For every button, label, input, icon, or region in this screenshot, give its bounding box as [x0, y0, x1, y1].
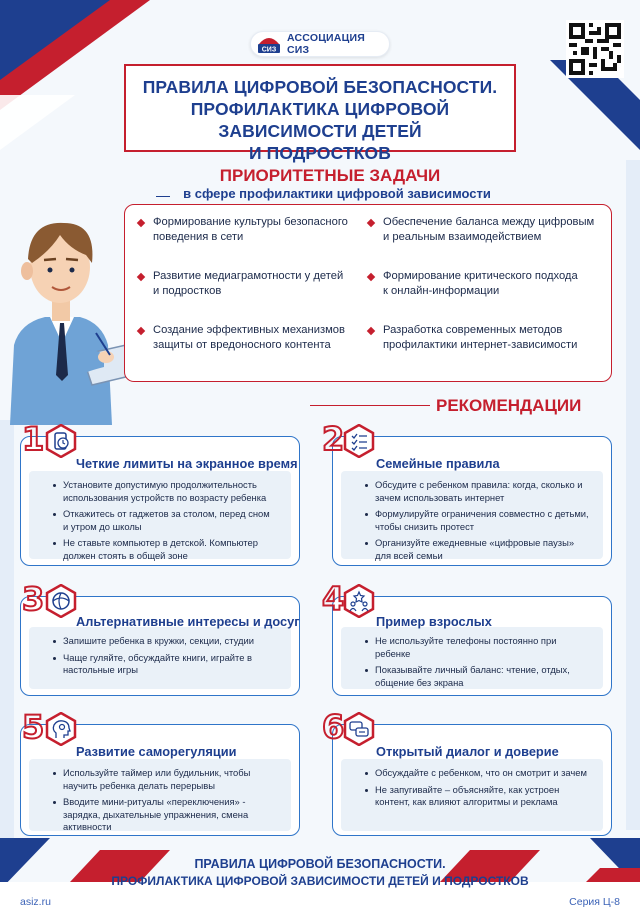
title-line-1: ПРАВИЛА ЦИФРОВОЙ БЕЗОПАСНОСТИ.: [142, 77, 498, 97]
priority-line: и реальным взаимодействием: [383, 231, 542, 243]
priority-line: Формирование культуры безопасного: [153, 216, 348, 228]
clock-phone-icon: [44, 424, 78, 458]
card-title: Альтернативные интересы и досуг: [76, 614, 300, 629]
head-gear-icon: [44, 712, 78, 746]
bullet-item: Показывайте личный баланс: чтение, отдых, общение без экрана: [375, 664, 589, 689]
checklist-icon: [342, 424, 376, 458]
subtitle-divider: [156, 196, 170, 197]
recommendations-title: РЕКОМЕНДАЦИИ: [436, 396, 582, 415]
bullet-item: Откажитесь от гаджетов за столом, перед сном и утром до школы: [63, 508, 277, 533]
bullet-item: Организуйте ежедневные «цифровые паузы» для всей семьи: [375, 537, 589, 562]
bullet-item: Используйте таймер или будильник, чтобы научить ребенка делать перерывы: [63, 767, 277, 792]
bullet-list: [375, 479, 589, 566]
priority-item: [153, 215, 363, 245]
priority-item: [383, 323, 609, 353]
card-title: Открытый диалог и доверие: [376, 744, 559, 759]
recommendations-divider: [310, 405, 430, 406]
card-number: 6: [322, 708, 345, 746]
priority-line: к онлайн-информации: [383, 285, 500, 297]
bullet-item: Не запугивайте – объясняйте, как устроен контент, как влияют алгоритмы и реклама: [375, 784, 589, 809]
card-title: Развитие саморегуляции: [76, 744, 237, 759]
priority-item: [153, 269, 363, 299]
site-link[interactable]: asiz.ru: [20, 896, 51, 908]
priority-line: Формирование критического подхода: [383, 270, 578, 282]
svg-text:СИЗ: СИЗ: [261, 46, 277, 54]
family-star-icon: [342, 584, 376, 618]
bullet-item: Запишите ребенка в кружки, секции, студии: [63, 635, 277, 648]
siz-logo-icon: [257, 34, 281, 54]
bullet-list: [375, 767, 589, 813]
priority-line: профилактики интернет-зависимости: [383, 339, 578, 351]
bullet-list: [63, 635, 277, 681]
bullet-item: Установите допустимую продолжительность использования устройств по возрасту ребенка: [63, 479, 277, 504]
card-number: 1: [22, 420, 45, 458]
card-title: Семейные правила: [376, 456, 500, 471]
series-label: Серия Ц-8: [569, 896, 620, 908]
footer-title-line-2: ПРОФИЛАКТИКА ЦИФРОВОЙ ЗАВИСИМОСТИ ДЕТЕЙ И ПОДРОСТКОВ: [111, 874, 529, 888]
ball-icon: [44, 584, 78, 618]
association-logo[interactable]: [250, 31, 390, 57]
bullet-list: [375, 635, 589, 693]
footer-title-line-1: ПРАВИЛА ЦИФРОВОЙ БЕЗОПАСНОСТИ.: [194, 857, 446, 871]
priority-item: [383, 269, 609, 299]
card-body: [341, 627, 603, 689]
priority-line: поведения в сети: [153, 231, 244, 243]
dialog-icon: [342, 712, 376, 746]
man-illustration: [0, 205, 140, 425]
bullet-item: Формулируйте ограничения совместно с детьми, чтобы снизить протест: [375, 508, 589, 532]
logo-text: АССОЦИАЦИЯ СИЗ: [287, 32, 365, 56]
bullet-item: Чаще гуляйте, обсуждайте книги, играйте в настольные игры: [63, 652, 277, 677]
priorities-subtitle: в сфере профилактики цифровой зависимости: [183, 186, 491, 201]
priority-line: Развитие медиаграмотности у детей: [153, 270, 344, 282]
card-number: 3: [22, 580, 45, 618]
priority-line: и подростков: [153, 285, 222, 297]
bullet-item: Не ставьте компьютер в детской. Компьютер должен стоять в общей зоне: [63, 537, 277, 562]
priorities-title: ПРИОРИТЕТНЫЕ ЗАДАЧИ: [219, 166, 441, 185]
priorities-card: [124, 204, 612, 382]
card-title: Четкие лимиты на экранное время: [76, 456, 298, 471]
card-body: [29, 759, 291, 831]
bullet-item: Обсудите с ребенком правила: когда, сколько и зачем использовать интернет: [375, 479, 589, 504]
title-line-3: И ПОДРОСТКОВ: [249, 143, 391, 163]
priority-line: Создание эффективных механизмов: [153, 324, 345, 336]
bullet-item: Обсуждайте с ребенком, что он смотрит и зачем: [375, 767, 589, 780]
page-title: [126, 76, 514, 164]
bullet-list: [63, 479, 277, 566]
title-line-2: ПРОФИЛАКТИКА ЦИФРОВОЙ ЗАВИСИМОСТИ ДЕТЕЙ: [190, 99, 450, 141]
bullet-item: Вводите мини-ритуалы «переключения» - зарядка, дыхательные упражнения, смена активности: [63, 796, 277, 834]
bullet-list: [63, 767, 277, 838]
card-body: [341, 471, 603, 559]
card-title: Пример взрослых: [376, 614, 492, 629]
card-body: [341, 759, 603, 831]
bullet-item: Не используйте телефоны постоянно при ребенке: [375, 635, 589, 660]
card-body: [29, 471, 291, 559]
qr-code[interactable]: [566, 20, 624, 78]
title-box: [124, 64, 516, 163]
priority-item: [383, 215, 609, 245]
priority-line: Обеспечение баланса между цифровым: [383, 216, 595, 228]
priority-item: [153, 323, 363, 353]
card-number: 4: [322, 580, 345, 618]
card-body: [29, 627, 291, 689]
priority-line: Разработка современных методов: [383, 324, 563, 336]
qr-code-icon: [569, 23, 621, 75]
card-number: 5: [22, 708, 45, 746]
card-number: 2: [322, 420, 345, 458]
priority-line: защиты от вредоносного контента: [153, 339, 331, 351]
